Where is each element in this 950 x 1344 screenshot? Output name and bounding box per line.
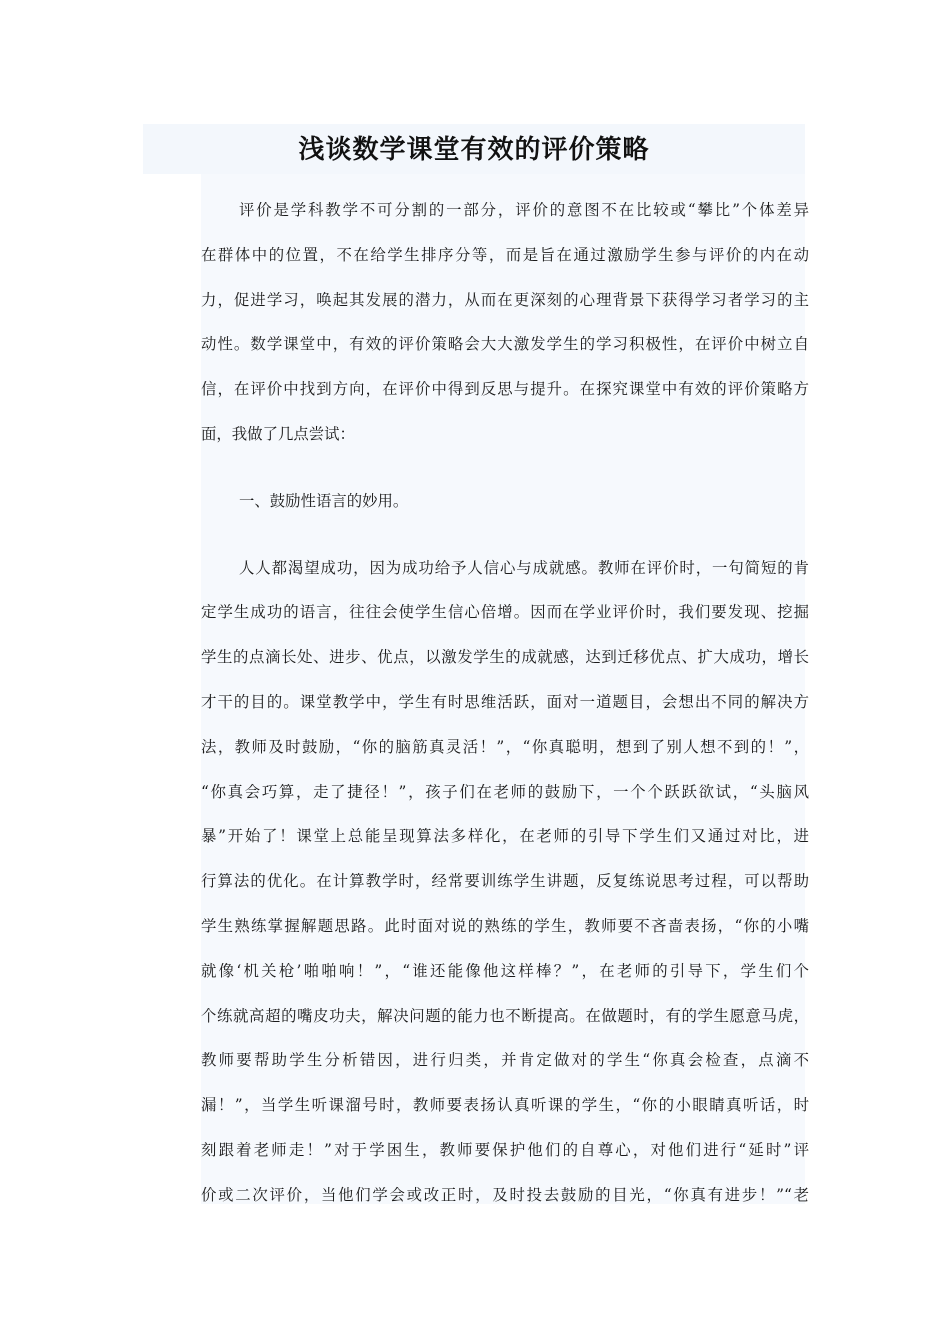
text-line: 就像‘机关枪’啪啪响！”，“谁还能像他这样棒？”，在老师的引导下，学生们个 <box>201 961 809 980</box>
text-line: 信，在评价中找到方向，在评价中得到反思与提升。在探究课堂中有效的评价策略方 <box>201 380 809 399</box>
section-heading: 一、鼓励性语言的妙用。 <box>239 491 409 510</box>
text-line: 教师要帮助学生分析错因，进行归类，并肯定做对的学生“你真会检查，点滴不 <box>201 1051 809 1070</box>
text-line: 在群体中的位置，不在给学生排序分等，而是旨在通过激励学生参与评价的内在动 <box>201 245 809 264</box>
text-line: 才干的目的。课堂教学中，学生有时思维活跃，面对一道题目，会想出不同的解决方 <box>201 692 809 711</box>
text-line: 暴”开始了！课堂上总能呈现算法多样化，在老师的引导下学生们又通过对比，进 <box>201 827 809 846</box>
text-line: 面，我做了几点尝试： <box>201 424 355 443</box>
text-line: “你真会巧算，走了捷径！”，孩子们在老师的鼓励下，一个个跃跃欲试，“头脑风 <box>201 782 809 801</box>
text-line: 学生的点滴长处、进步、优点，以激发学生的成就感，达到迁移优点、扩大成功，增长 <box>201 648 809 667</box>
paragraph-encouraging-language <box>201 546 809 1218</box>
text-line: 学生熟练掌握解题思路。此时面对说的熟练的学生，教师要不吝啬表扬，“你的小嘴 <box>201 916 809 935</box>
text-line: 力，促进学习，唤起其发展的潜力，从而在更深刻的心理背景下获得学习者学习的主 <box>201 290 809 309</box>
text-line: 动性。数学课堂中，有效的评价策略会大大激发学生的学习积极性，在评价中树立自 <box>201 335 809 354</box>
page-title: 浅谈数学课堂有效的评价策略 <box>298 135 650 165</box>
text-line: 人人都渴望成功，因为成功给予人信心与成就感。教师在评价时，一句简短的肯 <box>239 558 809 577</box>
text-line: 行算法的优化。在计算教学时，经常要训练学生讲题，反复练说思考过程，可以帮助 <box>201 872 809 891</box>
text-line: 价或二次评价，当他们学会或改正时，及时投去鼓励的目光，“你真有进步！”“老 <box>201 1185 809 1204</box>
text-line: 法，教师及时鼓励，“你的脑筋真灵活！”，“你真聪明，想到了别人想不到的！”， <box>201 737 809 756</box>
text-line: 漏！”，当学生听课溜号时，教师要表扬认真听课的学生，“你的小眼睛真听话，时 <box>201 1096 809 1115</box>
text-line: 定学生成功的语言，往往会使学生信心倍增。因而在学业评价时，我们要发现、挖掘 <box>201 603 809 622</box>
text-line: 个练就高超的嘴皮功夫，解决问题的能力也不断提高。在做题时，有的学生愿意马虎， <box>201 1006 809 1025</box>
text-line: 刻跟着老师走！”对于学困生，教师要保护他们的自尊心，对他们进行“延时”评 <box>201 1140 809 1159</box>
paragraph-intro <box>201 188 809 457</box>
text-line: 评价是学科教学不可分割的一部分，评价的意图不在比较或“攀比”个体差异 <box>239 201 809 219</box>
article-body <box>201 188 809 1218</box>
